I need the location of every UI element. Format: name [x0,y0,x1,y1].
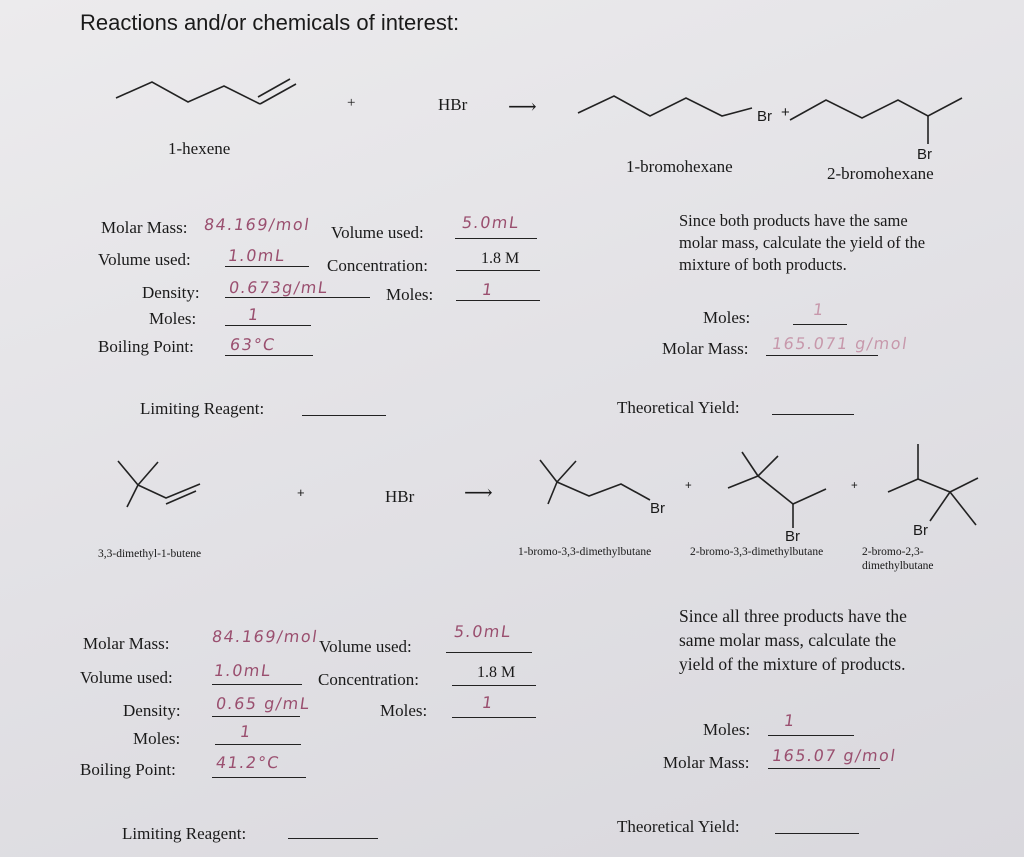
molar-mass-label: Molar Mass: [83,634,170,653]
product-name: 1-bromo-3,3-dimethylbutane [518,546,652,558]
limiting-reagent-label: Limiting Reagent: [122,824,247,843]
product-molar-mass-label: Molar Mass: [662,339,749,358]
product-moles-value: 1 [782,711,798,730]
boiling-point-value: 63°C [228,335,277,354]
density-value: 0.65 g/mL [214,694,312,713]
reaction-arrow: ⟶ [508,96,537,118]
hbr-formula: HBr [438,95,468,114]
boiling-point-label: Boiling Point: [80,760,176,779]
yield-instructions: Since all three products have the same molar mass, calculate the yield of the mixture of products. [679,606,907,674]
reaction-arrow: ⟶ [464,482,493,504]
limiting-reagent-label: Limiting Reagent: [140,399,265,418]
volume-value: 1.0mL [212,661,273,680]
hbr-moles-label: Moles: [380,701,428,720]
plus-sign: + [297,485,305,500]
hbr-volume-label: Volume used: [331,223,424,242]
product-molar-mass-value: 165.07 g/mol [770,746,898,765]
concentration-label: Concentration: [318,670,420,689]
volume-value: 1.0mL [226,246,287,265]
yield-instructions: Since both products have the same molar mass, calculate the yield of the mixture of both products. [679,211,926,274]
molar-mass-value: 84.169/mol [210,627,320,646]
plus-sign: + [851,480,858,492]
hbr-volume-value: 5.0mL [460,213,521,232]
volume-label: Volume used: [80,668,173,687]
concentration-label: Concentration: [327,256,429,275]
product-name: 2-bromohexane [827,164,934,183]
theoretical-yield-label: Theoretical Yield: [617,398,740,417]
molar-mass-value: 84.169/mol [202,215,312,234]
moles-label: Moles: [149,309,197,328]
concentration-value: 1.8 M [477,664,516,681]
hbr-formula: HBr [385,487,415,506]
hbr-moles-value: 1 [480,280,496,299]
concentration-value: 1.8 M [481,250,520,267]
density-value: 0.673g/mL [227,278,330,297]
plus-sign: + [685,480,692,492]
molar-mass-label: Molar Mass: [101,218,188,237]
product-name: 1-bromohexane [626,157,733,176]
moles-value: 1 [246,305,262,324]
product-molar-mass-label: Molar Mass: [663,753,750,772]
product-name: dimethylbutane [862,560,934,572]
theoretical-yield-label: Theoretical Yield: [617,817,740,836]
bromine-label: Br [785,528,800,545]
plus-sign: + [347,95,356,111]
product-moles-label: Moles: [703,720,751,739]
reactant-name: 1-hexene [168,139,231,158]
volume-label: Volume used: [98,250,191,269]
boiling-point-value: 41.2°C [214,753,282,772]
moles-value: 1 [238,722,254,741]
hbr-volume-label: Volume used: [319,637,412,656]
bromine-label: Br [917,146,932,163]
density-label: Density: [123,701,181,720]
bromine-label: Br [650,500,665,517]
moles-label: Moles: [133,729,181,748]
product-molar-mass-value: 165.071 g/mol [770,334,910,353]
hbr-volume-value: 5.0mL [452,622,513,641]
page-title: Reactions and/or chemicals of interest: [80,10,460,35]
product-moles-value: 1 [811,300,827,319]
plus-sign: + [781,104,790,121]
bromine-label: Br [913,522,928,539]
density-label: Density: [142,283,200,302]
boiling-point-label: Boiling Point: [98,337,194,356]
bromine-label: Br [757,108,772,125]
reactant-name: 3,3-dimethyl-1-butene [98,548,202,560]
hbr-moles-value: 1 [480,693,496,712]
hbr-moles-label: Moles: [386,285,434,304]
product-name: 2-bromo-3,3-dimethylbutane [690,546,824,558]
product-moles-label: Moles: [703,308,751,327]
product-name: 2-bromo-2,3- [862,546,924,558]
